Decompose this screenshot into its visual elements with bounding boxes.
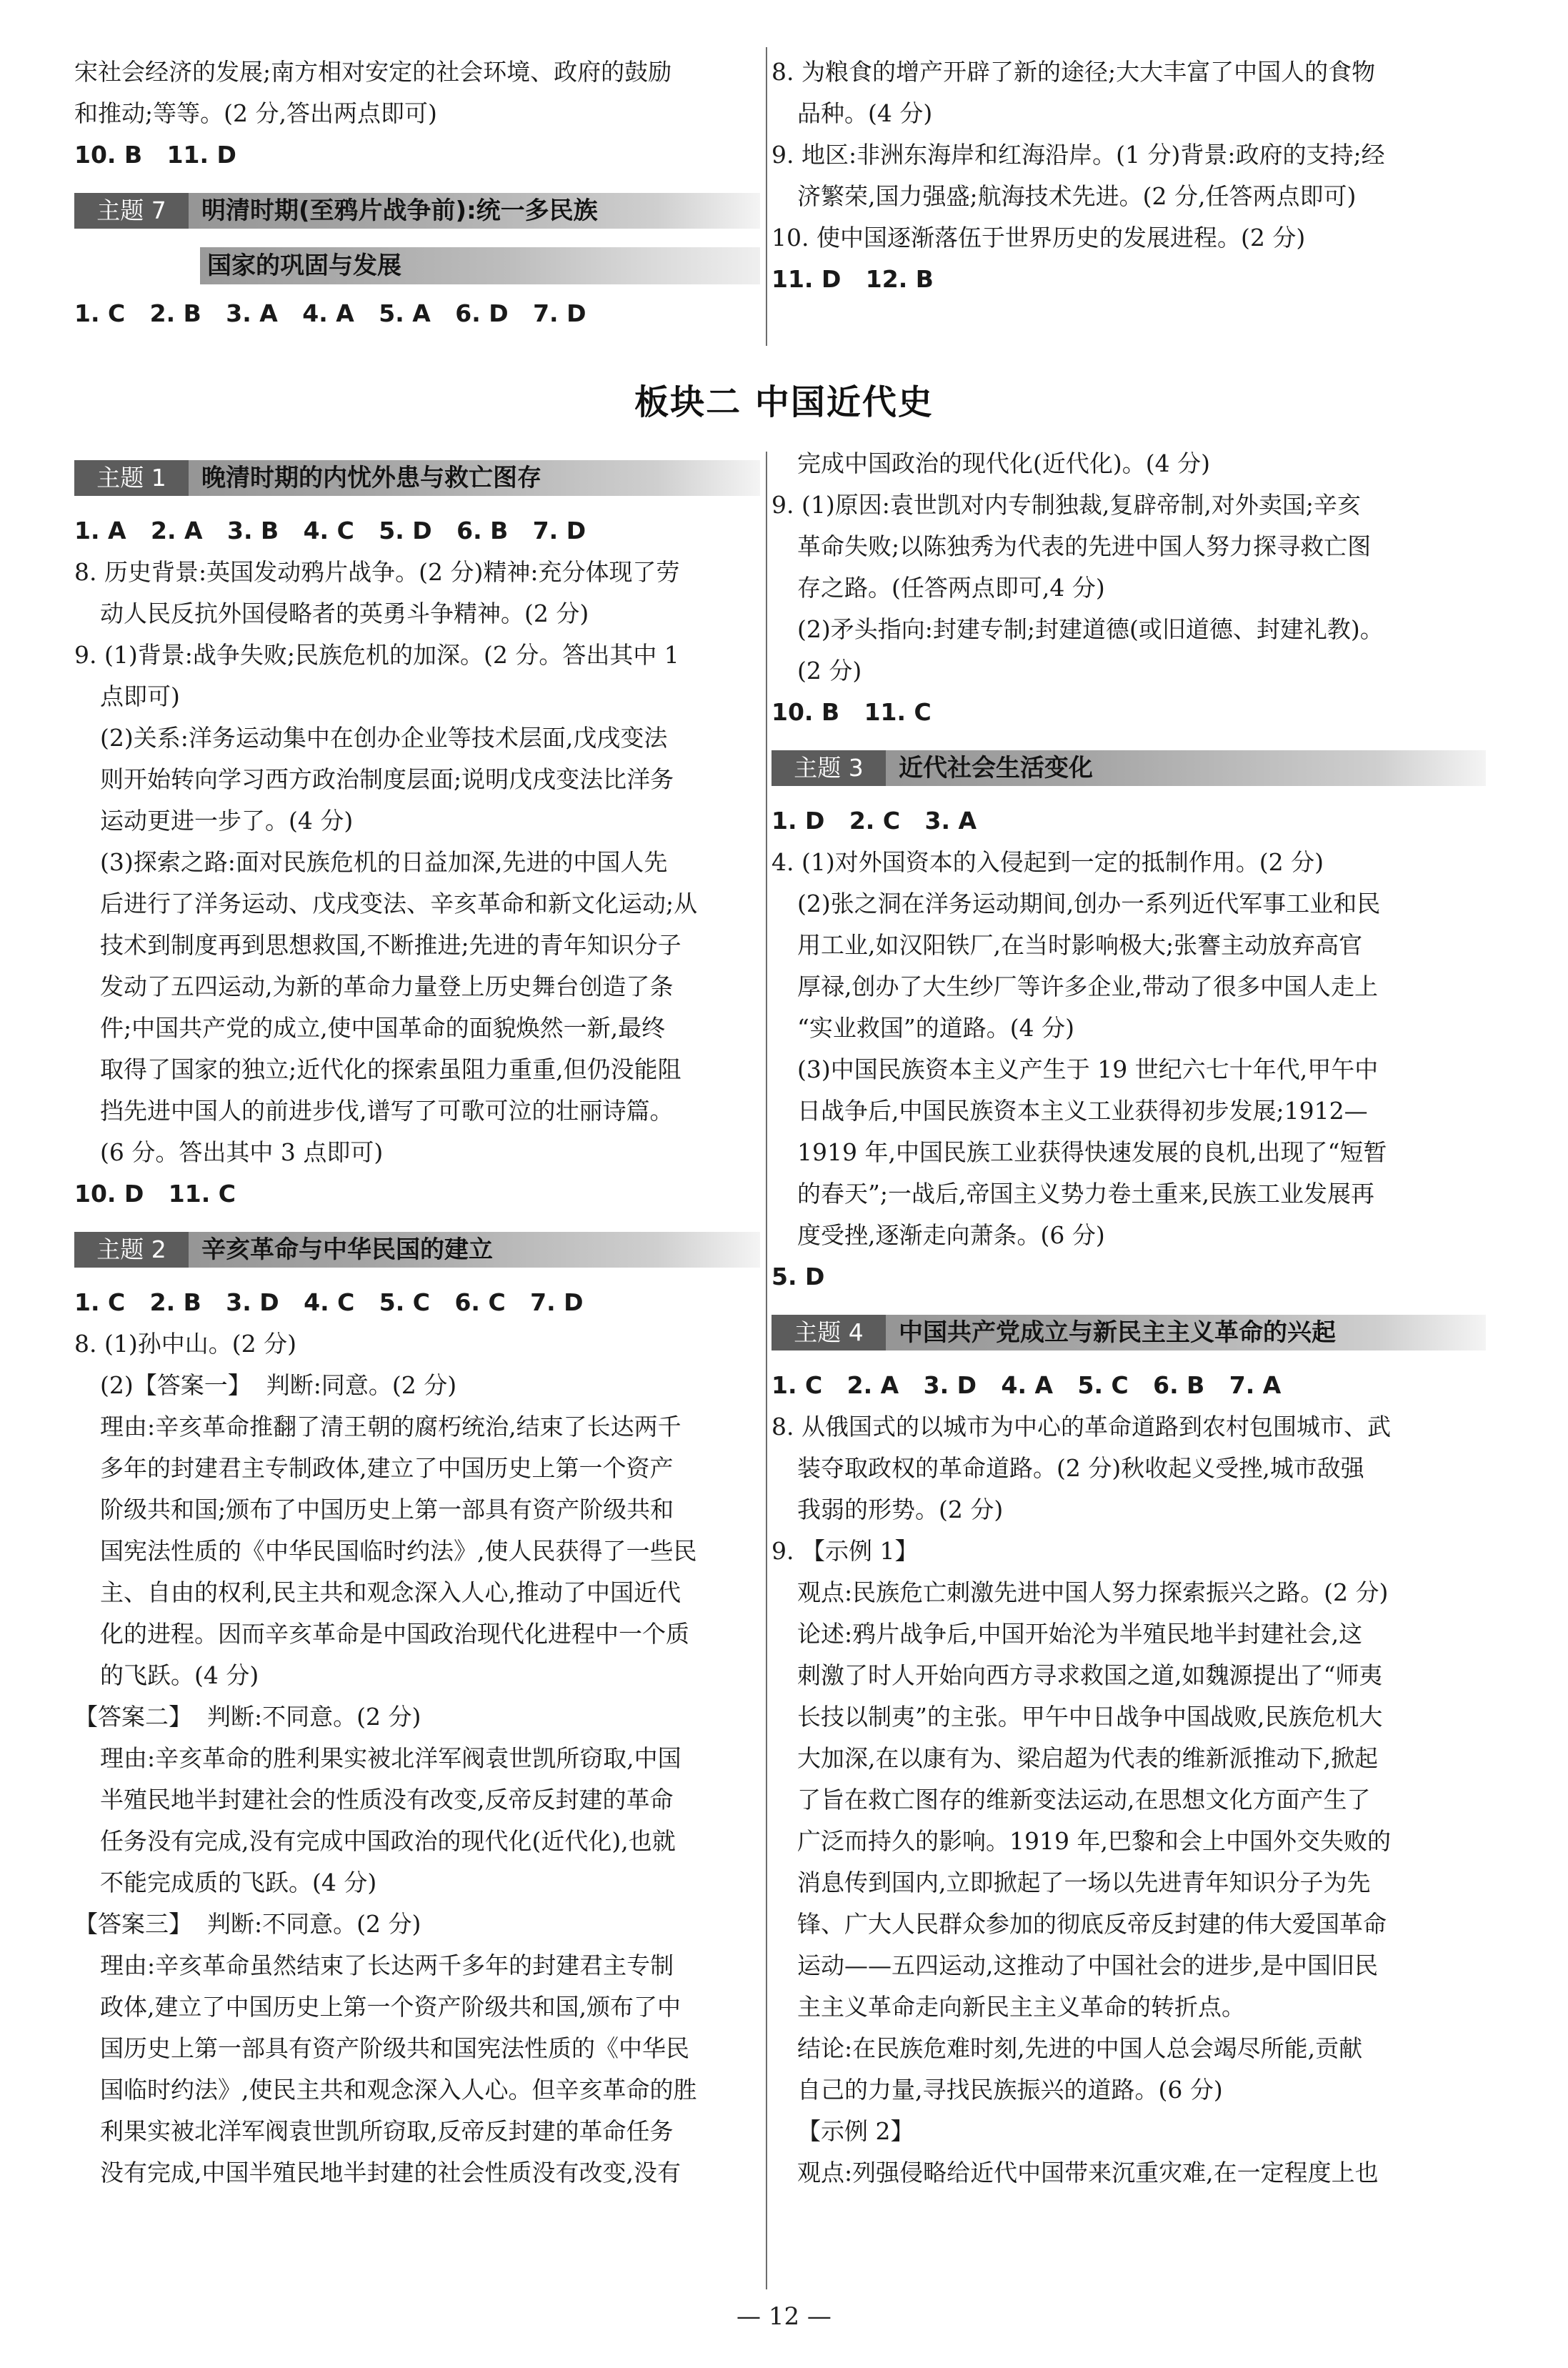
text-line: 厚禄,创办了大生纱厂等许多企业,带动了很多中国人走上 xyxy=(797,972,1378,1000)
text-line: 了旨在救亡图存的维新变法运动,在思想文化方面产生了 xyxy=(797,1786,1371,1814)
text-line: 广泛而持久的影响。1919 年,巴黎和会上中国外交失败的 xyxy=(797,1827,1391,1855)
topic-title: 中国共产党成立与新民主主义革命的兴起 xyxy=(899,1318,1336,1347)
text-line: 长技以制夷”的主张。甲午中日战争中国战败,民族危机大 xyxy=(797,1703,1383,1731)
text-line: 多年的封建君主专制政体,建立了中国历史上第一个资产 xyxy=(100,1454,674,1482)
text-line: 大加深,在以康有为、梁启超为代表的维新派推动下,掀起 xyxy=(797,1744,1378,1772)
text-line: 运动——五四运动,这推动了中国社会的进步,是中国旧民 xyxy=(797,1951,1378,1979)
answer-line: 10. B 11. C xyxy=(771,698,932,726)
answer-line: 1. C 2. A 3. D 4. A 5. C 6. B 7. A xyxy=(771,1371,1282,1399)
text-line: (2 分) xyxy=(797,657,862,685)
text-line: 度受挫,逐渐走向萧条。(6 分) xyxy=(797,1221,1105,1249)
text-line: 任务没有完成,没有完成中国政治的现代化(近代化),也就 xyxy=(100,1827,676,1855)
text-line: 理由:辛亥革命的胜利果实被北洋军阀袁世凯所窃取,中国 xyxy=(100,1744,681,1772)
text-line: 动人民反抗外国侵略者的英勇斗争精神。(2 分) xyxy=(100,600,589,627)
text-line: 国历史上第一部具有资产阶级共和国宪法性质的《中华民 xyxy=(100,2034,689,2062)
text-line: 我弱的形势。(2 分) xyxy=(797,1496,1004,1523)
answer-line: 1. D 2. C 3. A xyxy=(771,807,977,835)
topic-heading-7-line2 xyxy=(74,243,760,293)
text-line: 自己的力量,寻找民族振兴的道路。(6 分) xyxy=(797,2076,1223,2104)
text-line: 9. 地区:非洲东海岸和红海沿岸。(1 分)背景:政府的支持;经 xyxy=(771,141,1385,169)
text-line: 锋、广大人民群众参加的彻底反帝反封建的伟大爱国革命 xyxy=(797,1910,1387,1938)
bottom-left-column xyxy=(74,443,760,2194)
text-line: 论述:鸦片战争后,中国开始沦为半殖民地半封建社会,这 xyxy=(797,1620,1363,1648)
text-line: 和推动;等等。(2 分,答出两点即可) xyxy=(74,99,437,127)
bottom-right-column xyxy=(771,443,1486,2194)
text-line: (2)【答案一】 判断:同意。(2 分) xyxy=(100,1371,457,1399)
text-line: 政体,建立了中国历史上第一个资产阶级共和国,颁布了中 xyxy=(100,1993,681,2021)
text-line: 理由:辛亥革命虽然结束了长达两千多年的封建君主专制 xyxy=(100,1951,674,1979)
text-line: 【示例 2】 xyxy=(797,2117,914,2145)
text-line: 1919 年,中国民族工业获得快速发展的良机,出现了“短暂 xyxy=(797,1138,1387,1166)
text-line: 观点:列强侵略给近代中国带来沉重灾难,在一定程度上也 xyxy=(797,2159,1379,2187)
text-line: 主、自由的权利,民主共和观念深入人心,推动了中国近代 xyxy=(100,1578,681,1606)
answer-line: 1. C 2. B 3. A 4. A 5. A 6. D 7. D xyxy=(74,299,586,327)
text-line: 阶级共和国;颁布了中国历史上第一部具有资产阶级共和 xyxy=(100,1496,674,1523)
page-number: — 12 — xyxy=(736,2302,832,2331)
text-line: 点即可) xyxy=(100,682,180,710)
text-line: 运动更进一步了。(4 分) xyxy=(100,807,354,835)
text-line: 国宪法性质的《中华民国临时约法》,使人民获得了一些民 xyxy=(100,1537,697,1565)
text-line: 装夺取政权的革命道路。(2 分)秋收起义受挫,城市敌强 xyxy=(797,1454,1364,1482)
text-line: 9. 【示例 1】 xyxy=(771,1537,919,1565)
topic-title: 近代社会生活变化 xyxy=(899,754,1093,782)
text-line: 9. (1)背景:战争失败;民族危机的加深。(2 分。答出其中 1 xyxy=(74,641,679,669)
text-line: 半殖民地半封建社会的性质没有改变,反帝反封建的革命 xyxy=(100,1786,674,1814)
text-line: 化的进程。因而辛亥革命是中国政治现代化进程中一个质 xyxy=(100,1620,689,1648)
answer-line: 1. C 2. B 3. D 4. C 5. C 6. C 7. D xyxy=(74,1288,584,1316)
text-line: 济繁荣,国力强盛;航海技术先进。(2 分,任答两点即可) xyxy=(797,182,1357,210)
text-line: 不能完成质的飞跃。(4 分) xyxy=(100,1869,377,1896)
topic-badge: 主题 7 xyxy=(74,193,189,229)
text-line: 4. (1)对外国资本的入侵起到一定的抵制作用。(2 分) xyxy=(771,848,1324,876)
text-line: 结论:在民族危难时刻,先进的中国人总会竭尽所能,贡献 xyxy=(797,2034,1363,2062)
text-line: 【答案二】 判断:不同意。(2 分) xyxy=(74,1703,421,1731)
text-line: 主主义革命走向新民主主义革命的转折点。 xyxy=(797,1993,1245,2021)
topic-badge: 主题 3 xyxy=(771,750,886,786)
text-line: 消息传到国内,立即掀起了一场以先进青年知识分子为先 xyxy=(797,1869,1371,1896)
text-line: 8. 为粮食的增产开辟了新的途径;大大丰富了中国人的食物 xyxy=(771,58,1376,86)
text-line: 用工业,如汉阳铁厂,在当时影响极大;张謇主动放弃高官 xyxy=(797,931,1363,959)
topic-heading-2 xyxy=(74,1229,760,1270)
column-divider xyxy=(766,47,767,346)
topic-heading-7 xyxy=(74,190,760,232)
text-line: 观点:民族危亡刺激先进中国人努力探索振兴之路。(2 分) xyxy=(797,1578,1389,1606)
text-line: (2)关系:洋务运动集中在创办企业等技术层面,戊戌变法 xyxy=(100,724,668,752)
text-line: 宋社会经济的发展;南方相对安定的社会环境、政府的鼓励 xyxy=(74,58,672,86)
text-line: 8. 历史背景:英国发动鸦片战争。(2 分)精神:充分体现了劳 xyxy=(74,558,680,586)
topic-heading-3 xyxy=(771,747,1486,789)
topic-heading-1 xyxy=(74,457,760,499)
topic-title: 明清时期(至鸦片战争前):统一多民族 xyxy=(201,196,598,225)
text-line: 利果实被北洋军阀袁世凯所窃取,反帝反封建的革命任务 xyxy=(100,2117,674,2145)
text-line: 没有完成,中国半殖民地半封建的社会性质没有改变,没有 xyxy=(100,2159,681,2187)
text-line: 完成中国政治的现代化(近代化)。(4 分) xyxy=(797,449,1210,477)
answer-line: 10. B 11. D xyxy=(74,141,236,169)
text-line: (2)张之洞在洋务运动期间,创办一系列近代军事工业和民 xyxy=(797,890,1381,917)
text-line: 取得了国家的独立;近代化的探索虽阻力重重,但仍没能阻 xyxy=(100,1055,681,1083)
topic-title: 辛亥革命与中华民国的建立 xyxy=(201,1235,493,1264)
text-line: 技术到制度再到思想救国,不断推进;先进的青年知识分子 xyxy=(100,931,681,959)
text-line: 挡先进中国人的前进步伐,谱写了可歌可泣的壮丽诗篇。 xyxy=(100,1097,674,1125)
text-line: 后进行了洋务运动、戊戌变法、辛亥革命和新文化运动;从 xyxy=(100,890,698,917)
text-line: 9. (1)原因:袁世凯对内专制独裁,复辟帝制,对外卖国;辛亥 xyxy=(771,491,1361,519)
text-line: 则开始转向学习西方政治制度层面;说明戊戌变法比洋务 xyxy=(100,765,674,793)
topic-heading-4 xyxy=(771,1312,1486,1353)
answer-line: 5. D xyxy=(771,1263,825,1290)
topic-badge: 主题 2 xyxy=(74,1232,189,1268)
column-divider xyxy=(766,452,767,2289)
text-line: 理由:辛亥革命推翻了清王朝的腐朽统治,结束了长达两千 xyxy=(100,1413,681,1441)
text-line: 发动了五四运动,为新的革命力量登上历史舞台创造了条 xyxy=(100,972,674,1000)
text-line: 的飞跃。(4 分) xyxy=(100,1661,259,1689)
section-title: 板块二 中国近代史 xyxy=(634,382,934,422)
text-line: 8. (1)孙中山。(2 分) xyxy=(74,1330,296,1358)
text-line: 【答案三】 判断:不同意。(2 分) xyxy=(74,1910,421,1938)
text-line: “实业救国”的道路。(4 分) xyxy=(797,1014,1074,1042)
top-left-column xyxy=(74,51,760,334)
text-line: 件;中国共产党的成立,使中国革命的面貌焕然一新,最终 xyxy=(100,1014,666,1042)
topic-title: 晚清时期的内忧外患与救亡图存 xyxy=(201,464,541,492)
text-line: 革命失败;以陈独秀为代表的先进中国人努力探寻救亡图 xyxy=(797,532,1372,560)
top-right-column xyxy=(771,51,1486,300)
topic-badge: 主题 4 xyxy=(771,1315,886,1350)
text-line: (2)矛头指向:封建专制;封建道德(或旧道德、封建礼教)。 xyxy=(797,615,1384,643)
text-line: 存之路。(任答两点即可,4 分) xyxy=(797,574,1105,602)
text-line: 品种。(4 分) xyxy=(797,99,933,127)
text-line: 的春天”;一战后,帝国主义势力卷土重来,民族工业发展再 xyxy=(797,1180,1374,1208)
text-line: 10. 使中国逐渐落伍于世界历史的发展进程。(2 分) xyxy=(771,224,1306,252)
text-line: (6 分。答出其中 3 点即可) xyxy=(100,1138,384,1166)
text-line: 8. 从俄国式的以城市为中心的革命道路到农村包围城市、武 xyxy=(771,1413,1391,1441)
answer-line: 1. A 2. A 3. B 4. C 5. D 6. B 7. D xyxy=(74,517,586,544)
text-line: 日战争后,中国民族资本主义工业获得初步发展;1912— xyxy=(797,1097,1368,1125)
answer-line: 11. D 12. B xyxy=(771,265,934,293)
text-line: 刺激了时人开始向西方寻求救国之道,如魏源提出了“师夷 xyxy=(797,1661,1383,1689)
topic-badge: 主题 1 xyxy=(74,460,189,496)
text-line: 国临时约法》,使民主共和观念深入人心。但辛亥革命的胜 xyxy=(100,2076,697,2104)
answer-line: 10. D 11. C xyxy=(74,1180,236,1208)
text-line: (3)探索之路:面对民族危机的日益加深,先进的中国人先 xyxy=(100,848,668,876)
topic-title-continued: 国家的巩固与发展 xyxy=(207,252,401,280)
text-line: (3)中国民族资本主义产生于 19 世纪六七十年代,甲午中 xyxy=(797,1055,1379,1083)
